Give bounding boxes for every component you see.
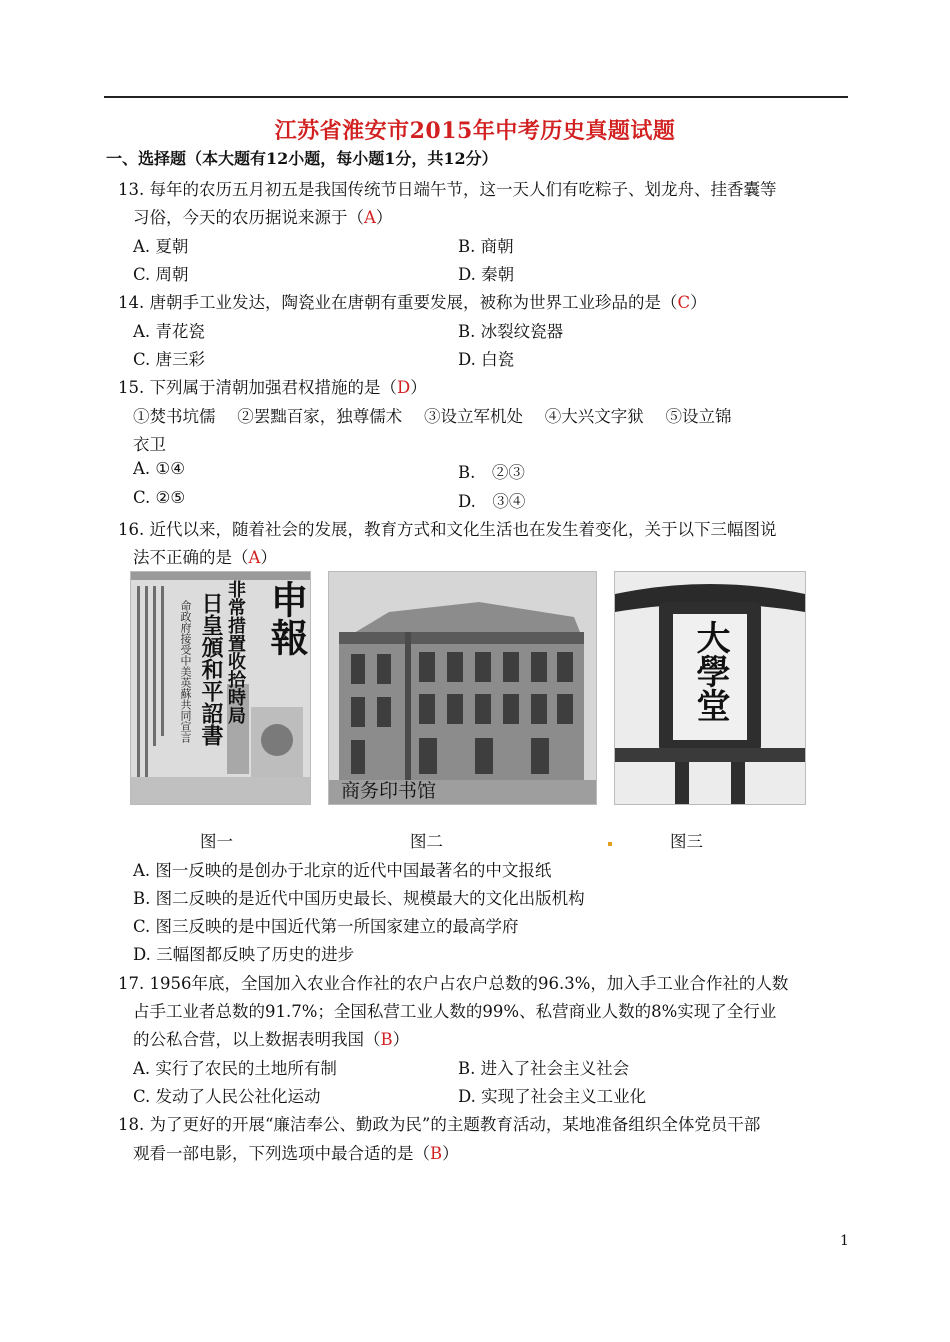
q13-answer: A (364, 208, 376, 227)
building-illustration (329, 572, 596, 804)
q15-items-line2: 衣卫 (133, 435, 166, 454)
q18-stem-line2: 观看一部电影，下列选项中最合适的是（B） (133, 1144, 459, 1163)
q14-option-d: D. 白瓷 (458, 350, 515, 369)
q16-option-c: C. 图三反映的是中国近代第一所国家建立的最高学府 (133, 917, 519, 936)
stray-mark (608, 842, 612, 846)
q15-option-d: D. ③④ (458, 492, 526, 511)
q17-stem-line1: 17. 1956年底，全国加入农业合作社的农户占农户总数的96.3%，加入手工业合作社的人数 (118, 974, 789, 993)
q14-answer: C (677, 293, 691, 312)
q17-stem-line2: 占手工业者总数的91.7%；全国私营工业人数的99%、私营商业人数的8%实现了全行业 (133, 1002, 777, 1021)
q16-option-d: D. 三幅图都反映了历史的进步 (133, 945, 355, 964)
figure-3-caption: 图三 (670, 832, 703, 851)
figure-2-caption: 图二 (410, 832, 443, 851)
q13-option-a: A. 夏朝 (133, 237, 189, 256)
q17-option-a: A. 实行了农民的土地所有制 (133, 1059, 337, 1078)
newspaper-subhead: 命政府接受中美英蘇共同宣言 (179, 600, 192, 743)
plaque-text: 大學堂 (690, 620, 730, 722)
building-caption-label: 商务印书馆 (341, 780, 437, 802)
figure-3-plaque (614, 571, 806, 805)
q13-option-d: D. 秦朝 (458, 265, 515, 284)
q17-stem-line3: 的公私合营，以上数据表明我国（B） (133, 1030, 410, 1049)
q15-option-a: A. ①④ (133, 459, 185, 478)
q16-stem-line2: 法不正确的是（A） (133, 548, 277, 567)
page-number: 1 (840, 1233, 849, 1249)
q18-answer: B (430, 1144, 443, 1163)
q13-option-b: B. 商朝 (458, 237, 514, 256)
q16-stem-line1: 16. 近代以来，随着社会的发展，教育方式和文化生活也在发生着变化，关于以下三幅图说 (118, 520, 777, 539)
q13-stem-line1: 13. 每年的农历五月初五是我国传统节日端午节，这一天人们有吃粽子、划龙舟、挂香囊等 (118, 180, 777, 199)
q15-stem: 15. 下列属于清朝加强君权措施的是（D） (118, 378, 427, 397)
page-title: 江苏省淮安市2015年中考历史真题试题 (274, 118, 676, 144)
q17-option-c: C. 发动了人民公社化运动 (133, 1087, 321, 1106)
q13-option-c: C. 周朝 (133, 265, 189, 284)
q15-answer: D (397, 378, 411, 397)
q16-answer: A (248, 548, 261, 567)
q14-stem: 14. 唐朝手工业发达，陶瓷业在唐朝有重要发展，被称为世界工业珍品的是（C） (118, 293, 707, 312)
q15-option-c: C. ②⑤ (133, 488, 186, 507)
q17-option-b: B. 进入了社会主义社会 (458, 1059, 630, 1078)
figure-1-newspaper (130, 571, 311, 805)
top-rule (104, 96, 848, 98)
q17-answer: B (380, 1030, 393, 1049)
newspaper-headline-1: 非常措置收拾時局 (225, 580, 246, 724)
figure-1-caption: 图一 (200, 832, 233, 851)
q18-stem-line1: 18. 为了更好的开展“廉洁奉公、勤政为民”的主题教育活动，某地准备组织全体党员干部 (118, 1115, 761, 1134)
q17-option-d: D. 实现了社会主义工业化 (458, 1087, 647, 1106)
q16-option-b: B. 图二反映的是近代中国历史最长、规模最大的文化出版机构 (133, 889, 585, 908)
q13-stem-line2: 习俗，今天的农历据说来源于（A） (133, 208, 393, 227)
q16-option-a: A. 图一反映的是创办于北京的近代中国最著名的中文报纸 (133, 861, 552, 880)
q14-option-c: C. 唐三彩 (133, 350, 206, 369)
q15-items-line1: ①焚书坑儒 ②罢黜百家，独尊儒术 ③设立军机处 ④大兴文字狱 ⑤设立锦 (133, 407, 732, 426)
q14-option-a: A. 青花瓷 (133, 322, 205, 341)
newspaper-masthead: 申報 (264, 580, 309, 656)
newspaper-headline-2: 日皇頒和平詔書 (198, 592, 224, 746)
q15-option-b: B. ②③ (458, 463, 525, 482)
figure-2-building-photo (328, 571, 597, 805)
q14-option-b: B. 冰裂纹瓷器 (458, 322, 564, 341)
section-heading: 一、选择题（本大题有12小题，每小题1分，共12分） (106, 149, 498, 168)
